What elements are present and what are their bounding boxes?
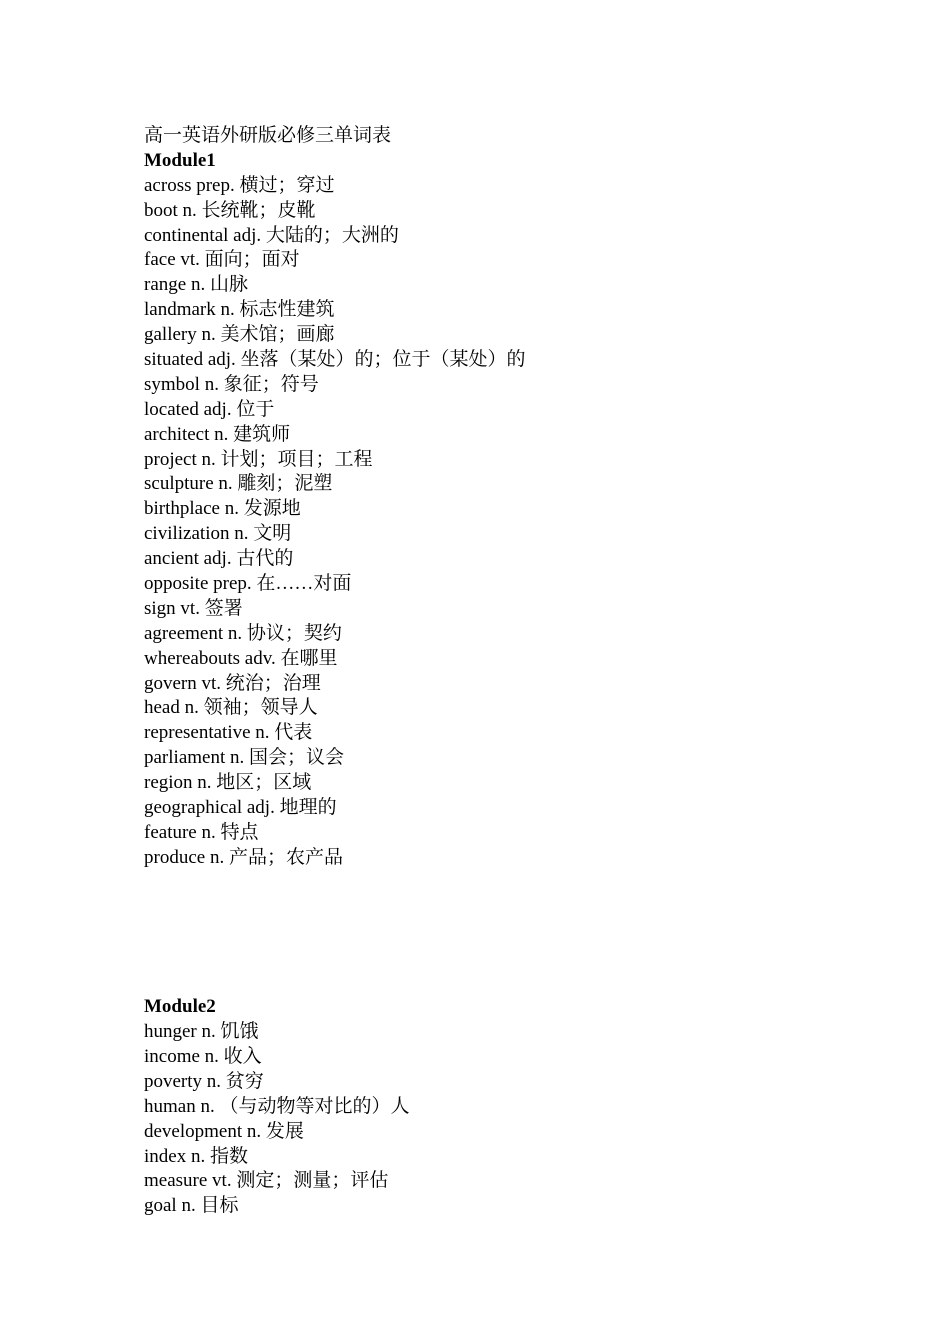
vocabulary-entry: whereabouts adv. 在哪里 (144, 647, 338, 669)
vocabulary-entry: development n. 发展 (144, 1120, 304, 1142)
vocabulary-entry: sign vt. 签署 (144, 597, 243, 619)
vocabulary-entry: gallery n. 美术馆；画廊 (144, 324, 335, 346)
vocabulary-entry: birthplace n. 发源地 (144, 498, 301, 520)
vocabulary-entry: ancient adj. 古代的 (144, 548, 294, 570)
module-heading: Module1 (144, 149, 216, 171)
vocabulary-entry: govern vt. 统治；治理 (144, 672, 321, 694)
blank-space (144, 871, 844, 996)
vocabulary-entry: sculpture n. 雕刻；泥塑 (144, 473, 333, 495)
vocabulary-entry: opposite prep. 在……对面 (144, 573, 352, 595)
vocabulary-entry: across prep. 横过；穿过 (144, 174, 335, 196)
vocabulary-entry: parliament n. 国会；议会 (144, 747, 344, 769)
vocabulary-entry: representative n. 代表 (144, 722, 313, 744)
vocabulary-entry: index n. 指数 (144, 1145, 248, 1167)
vocabulary-entry: region n. 地区；区域 (144, 772, 312, 794)
vocabulary-entry: hunger n. 饥饿 (144, 1021, 259, 1043)
vocabulary-entry: produce n. 产品；农产品 (144, 846, 343, 868)
vocabulary-entry: goal n. 目标 (144, 1195, 239, 1217)
vocabulary-entry: continental adj. 大陆的；大洲的 (144, 224, 399, 246)
vocabulary-list (144, 1020, 844, 1219)
document-title: 高一英语外研版必修三单词表 (144, 125, 392, 146)
vocabulary-entry: face vt. 面向；面对 (144, 249, 300, 271)
vocabulary-entry: architect n. 建筑师 (144, 423, 291, 445)
vocabulary-entry: poverty n. 贫穷 (144, 1070, 264, 1092)
module-2-section (144, 995, 844, 1219)
vocabulary-entry: located adj. 位于 (144, 398, 275, 420)
vocabulary-entry: boot n. 长统靴；皮靴 (144, 199, 316, 221)
vocabulary-entry: income n. 收入 (144, 1046, 262, 1067)
vocabulary-entry: project n. 计划；项目；工程 (144, 448, 373, 470)
vocabulary-entry: agreement n. 协议；契约 (144, 622, 342, 644)
vocabulary-entry: civilization n. 文明 (144, 523, 292, 545)
vocabulary-entry: head n. 领袖；领导人 (144, 697, 318, 719)
vocabulary-entry: situated adj. 坐落（某处）的；位于（某处）的 (144, 349, 526, 371)
module-heading: Module2 (144, 996, 216, 1018)
vocabulary-entry: measure vt. 测定；测量；评估 (144, 1170, 389, 1192)
document-body (144, 124, 844, 1219)
vocabulary-entry: feature n. 特点 (144, 821, 259, 843)
vocabulary-list (144, 174, 844, 871)
vocabulary-entry: landmark n. 标志性建筑 (144, 299, 335, 321)
vocabulary-entry: human n. （与动物等对比的）人 (144, 1095, 410, 1117)
vocabulary-entry: range n. 山脉 (144, 274, 248, 296)
module-1-section (144, 149, 844, 871)
vocabulary-entry: geographical adj. 地理的 (144, 797, 337, 819)
vocabulary-entry: symbol n. 象征；符号 (144, 373, 319, 395)
